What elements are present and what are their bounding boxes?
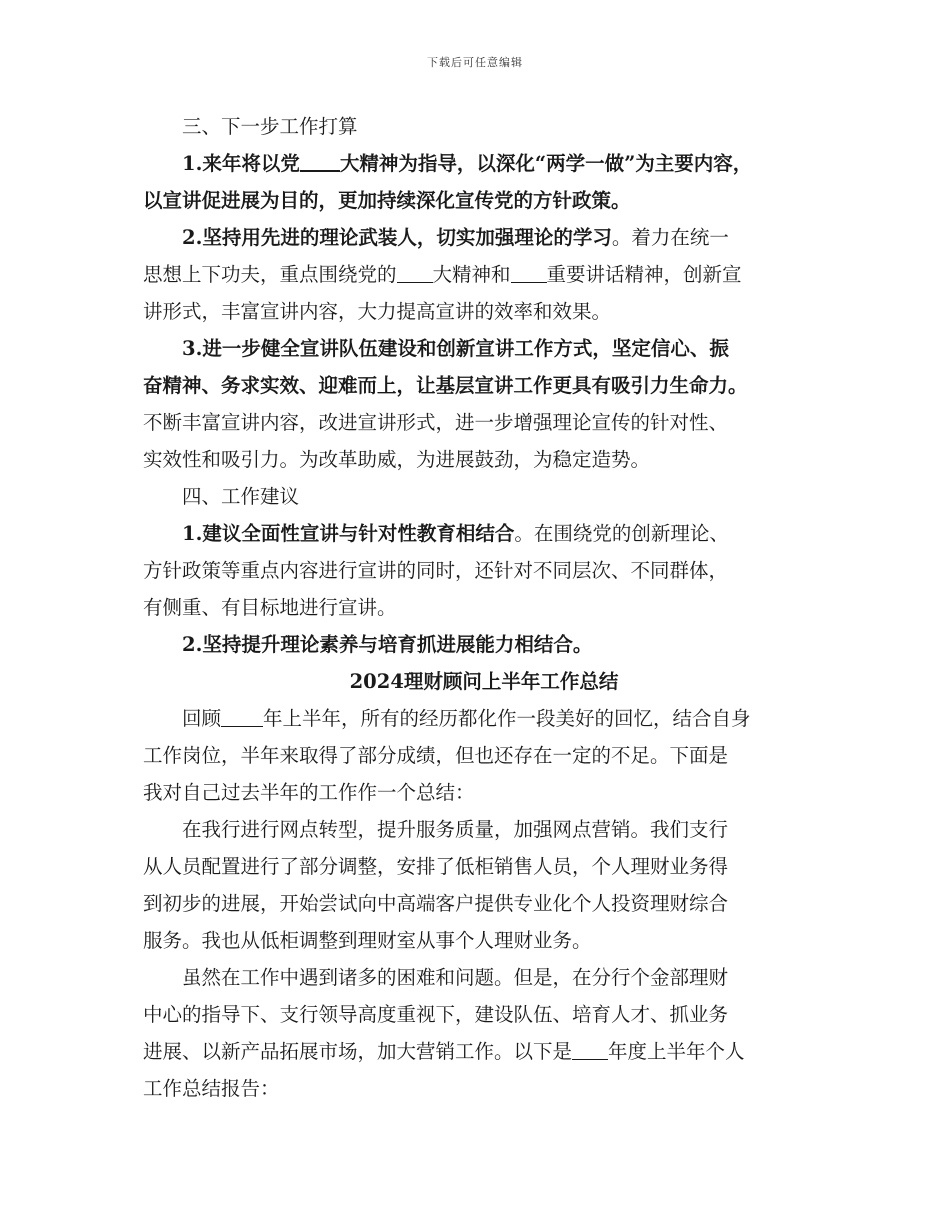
s3-item2-line3 (143, 293, 825, 330)
report-p3-line1-text: 虽然在工作中遇到诸多的困难和问题。但是，在分行个金部理财 (182, 966, 729, 989)
report-p2-line3-text: 到初步的进展，开始尝试向中高端客户提供专业化个人投资理财综合 (143, 892, 729, 915)
s3-item3-line4-text: 实效性和吸引力。为改革助威，为进展鼓劲，为稳定造势。 (143, 448, 651, 471)
s3-item1-text-b: 大精神为指导，以深化“两学一做”为主要内容， (339, 152, 753, 175)
report-p1-line3-text: 我对自己过去半年的工作作一个总结： (143, 781, 475, 804)
report-p2-line1 (143, 811, 825, 848)
report-p3-line2-text: 中心的指导下、支行领导高度重视下，建设队伍、培育人才、抓业务 (143, 1003, 729, 1026)
report-p1-a: 回顾 (182, 707, 222, 730)
report-p2-line4 (143, 922, 825, 959)
s3-item2-line2 (143, 256, 825, 293)
section3-heading (143, 108, 825, 145)
s3-item3-line1-text: 3.进一步健全宣讲队伍建设和创新宣讲工作方式，坚定信心、振 (182, 337, 729, 360)
s3-item1-line2-text: 以宣讲促进展为目的，更加持续深化宣传党的方针政策。 (143, 189, 631, 212)
report-p3-line2 (143, 996, 825, 1033)
fill-blank (397, 262, 433, 283)
s3-item1-line2 (143, 182, 825, 219)
s3-item3-line2-text: 奋精神、务求实效、迎难而上，让基层宣讲工作更具有吸引力生命力。 (143, 374, 748, 397)
fill-blank (221, 706, 263, 727)
report-p2-line2 (143, 848, 825, 885)
s3-item2-line2-a: 思想上下功夫，重点围绕党的 (143, 263, 397, 286)
report-p1-line2-text: 工作岗位，半年来取得了部分成绩，但也还存在一定的不足。下面是 (143, 744, 729, 767)
s3-item1-text-a: 1.来年将以党 (182, 152, 300, 175)
s3-item3-line4 (143, 441, 825, 478)
report-p3-line3-a: 进展、以新产品拓展市场，加大营销工作。以下是 (143, 1040, 573, 1063)
report-p2-line2-text: 从人员配置进行了部分调整，安排了低柜销售人员，个人理财业务得 (143, 855, 729, 878)
s3-item1-line1 (143, 145, 825, 182)
s4-item2-line1-text: 2.坚持提升理论素养与培育抓进展能力相结合。 (182, 633, 593, 656)
report-p3-line1 (143, 959, 825, 996)
s4-item1-tail: 。在围绕党的创新理论、 (514, 522, 729, 545)
s3-item2-line3-text: 讲形式，丰富宣讲内容，大力提高宣讲的效率和效果。 (143, 300, 612, 323)
s3-item3-line1 (143, 330, 825, 367)
report-p3-line4-text: 工作总结报告： (143, 1077, 280, 1100)
s4-item1-line2 (143, 552, 825, 589)
s3-item2-line2-c: 重要讲话精神，创新宣 (546, 263, 742, 286)
report-p2-line4-text: 服务。我也从低柜调整到理财室从事个人理财业务。 (143, 929, 592, 952)
s4-item1-bold: 1.建议全面性宣讲与针对性教育相结合 (182, 522, 515, 545)
s4-item1-line2-text: 方针政策等重点内容进行宣讲的同时，还针对不同层次、不同群体， (143, 559, 729, 582)
fill-blank (511, 262, 547, 283)
report-p1-line3 (143, 774, 825, 811)
report-p2-line1-text: 在我行进行网点转型，提升服务质量，加强网点营销。我们支行 (182, 818, 729, 841)
s4-item1-line3 (143, 589, 825, 626)
report-p3-line3 (143, 1033, 825, 1070)
report-title (143, 663, 825, 700)
fill-blank (300, 150, 340, 172)
s3-item2-bold: 2.坚持用先进的理论武装人，切实加强理论的学习 (182, 226, 612, 249)
report-p1-line2 (143, 737, 825, 774)
section3-heading-text: 三、下一步工作打算 (182, 115, 358, 138)
report-title-text: 2024理财顾问上半年工作总结 (349, 670, 619, 693)
s3-item3-line2 (143, 367, 825, 404)
report-p3-line4 (143, 1070, 825, 1107)
fill-blank (572, 1039, 608, 1060)
s3-item2-tail: 。着力在统一 (611, 226, 729, 249)
s4-item2-line1 (143, 626, 825, 663)
document-body (143, 108, 825, 1107)
s3-item2-line1 (143, 219, 825, 256)
report-p3-line3-b: 年度上半年个人 (608, 1040, 745, 1063)
report-p1-b: 年上半年，所有的经历都化作一段美好的回忆，结合自身 (263, 707, 751, 730)
s3-item2-line2-b: 大精神和 (432, 263, 511, 286)
section4-heading (143, 478, 825, 515)
s4-item1-line1 (143, 515, 825, 552)
s3-item3-line3 (143, 404, 825, 441)
section4-heading-text: 四、工作建议 (182, 485, 300, 508)
report-p1-line1 (143, 700, 825, 737)
report-p2-line3 (143, 885, 825, 922)
header-note: 下载后可任意编辑 (427, 56, 523, 69)
s3-item3-line3-text: 不断丰富宣讲内容，改进宣讲形式，进一步增强理论宣传的针对性、 (143, 411, 729, 434)
s4-item1-line3-text: 有侧重、有目标地进行宣讲。 (143, 596, 397, 619)
